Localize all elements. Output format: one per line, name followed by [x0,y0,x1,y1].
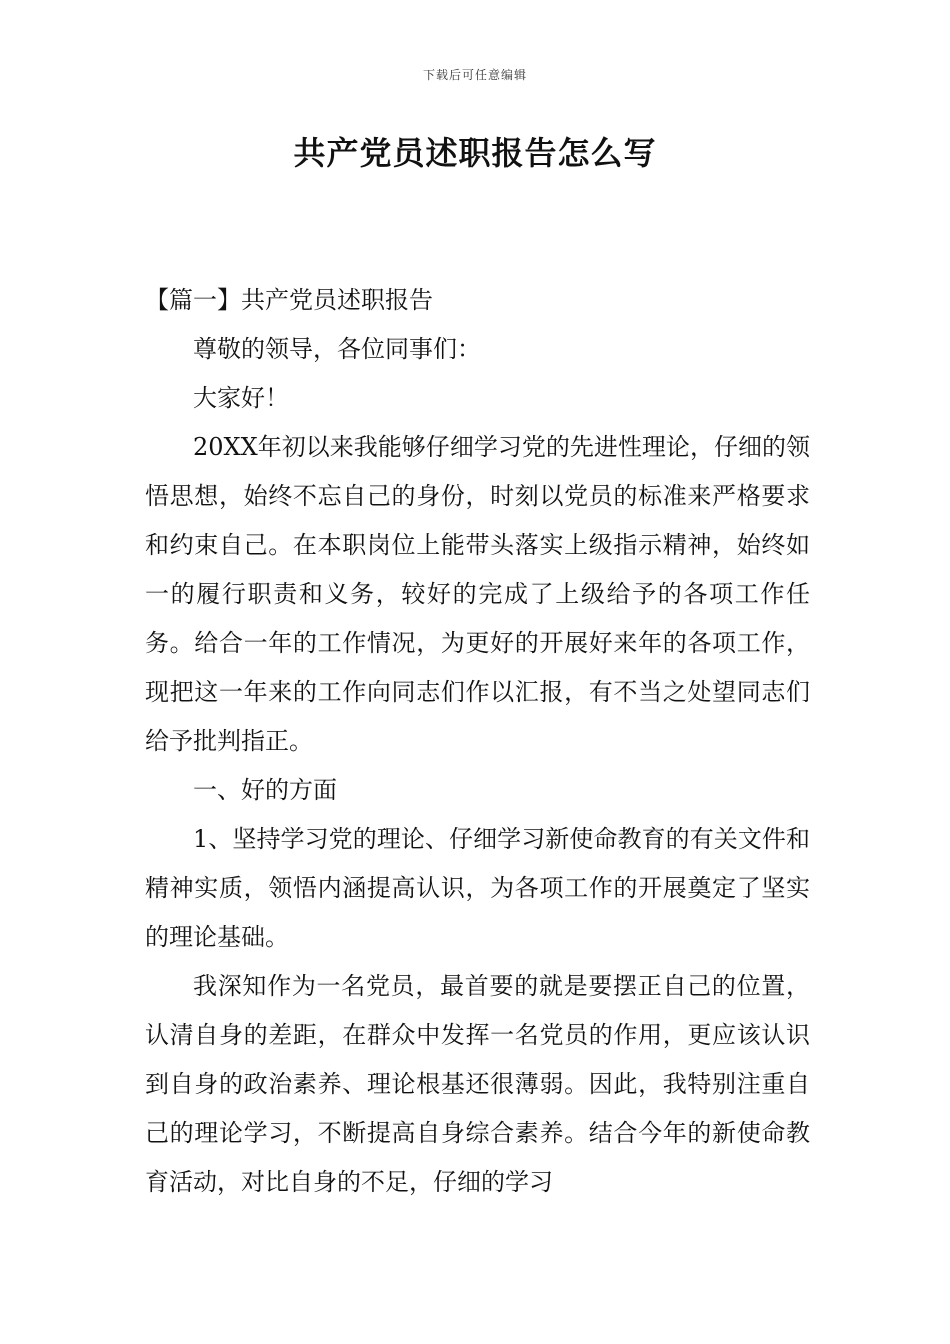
salutation: 尊敬的领导，各位同事们： [193,335,481,363]
header-note: 下载后可任意编辑 [422,68,527,82]
document-title: 共产党员述职报告怎么写 [293,134,657,172]
subsection-heading: 一、好的方面 [193,776,337,804]
body-paragraph: 我深知作为一名党员，最首要的就是要摆正自己的位置，认清自身的差距，在群众中发挥一名党员的作用，更应该认识到自身的政治素养、理论根基还很薄弱。因此，我特别注重自己的理论学习，不断提高自身综合素养。结合今年的新使命教育活动，对比自身的不足，仔细的学习 [145,972,810,1196]
greeting: 大家好！ [193,384,289,412]
document-body [145,276,810,1207]
intro-paragraph: 20XX年初以来我能够仔细学习党的先进性理论，仔细的领悟思想，始终不忘自己的身份，时刻以党员的标准来严格要求和约束自己。在本职岗位上能带头落实上级指示精神，始终如一的履行职责和义务，较好的完成了上级给予的各项工作任务。给合一年的工作情况，为更好的开展好来年的各项工作，现把这一年来的工作向同志们作以汇报，有不当之处望同志们给予批判指正。 [145,433,810,755]
section-heading: 【篇一】共产党员述职报告 [145,286,433,314]
point-paragraph: 1、坚持学习党的理论、仔细学习新使命教育的有关文件和精神实质，领悟内涵提高认识，为各项工作的开展奠定了坚实的理论基础。 [145,825,810,951]
